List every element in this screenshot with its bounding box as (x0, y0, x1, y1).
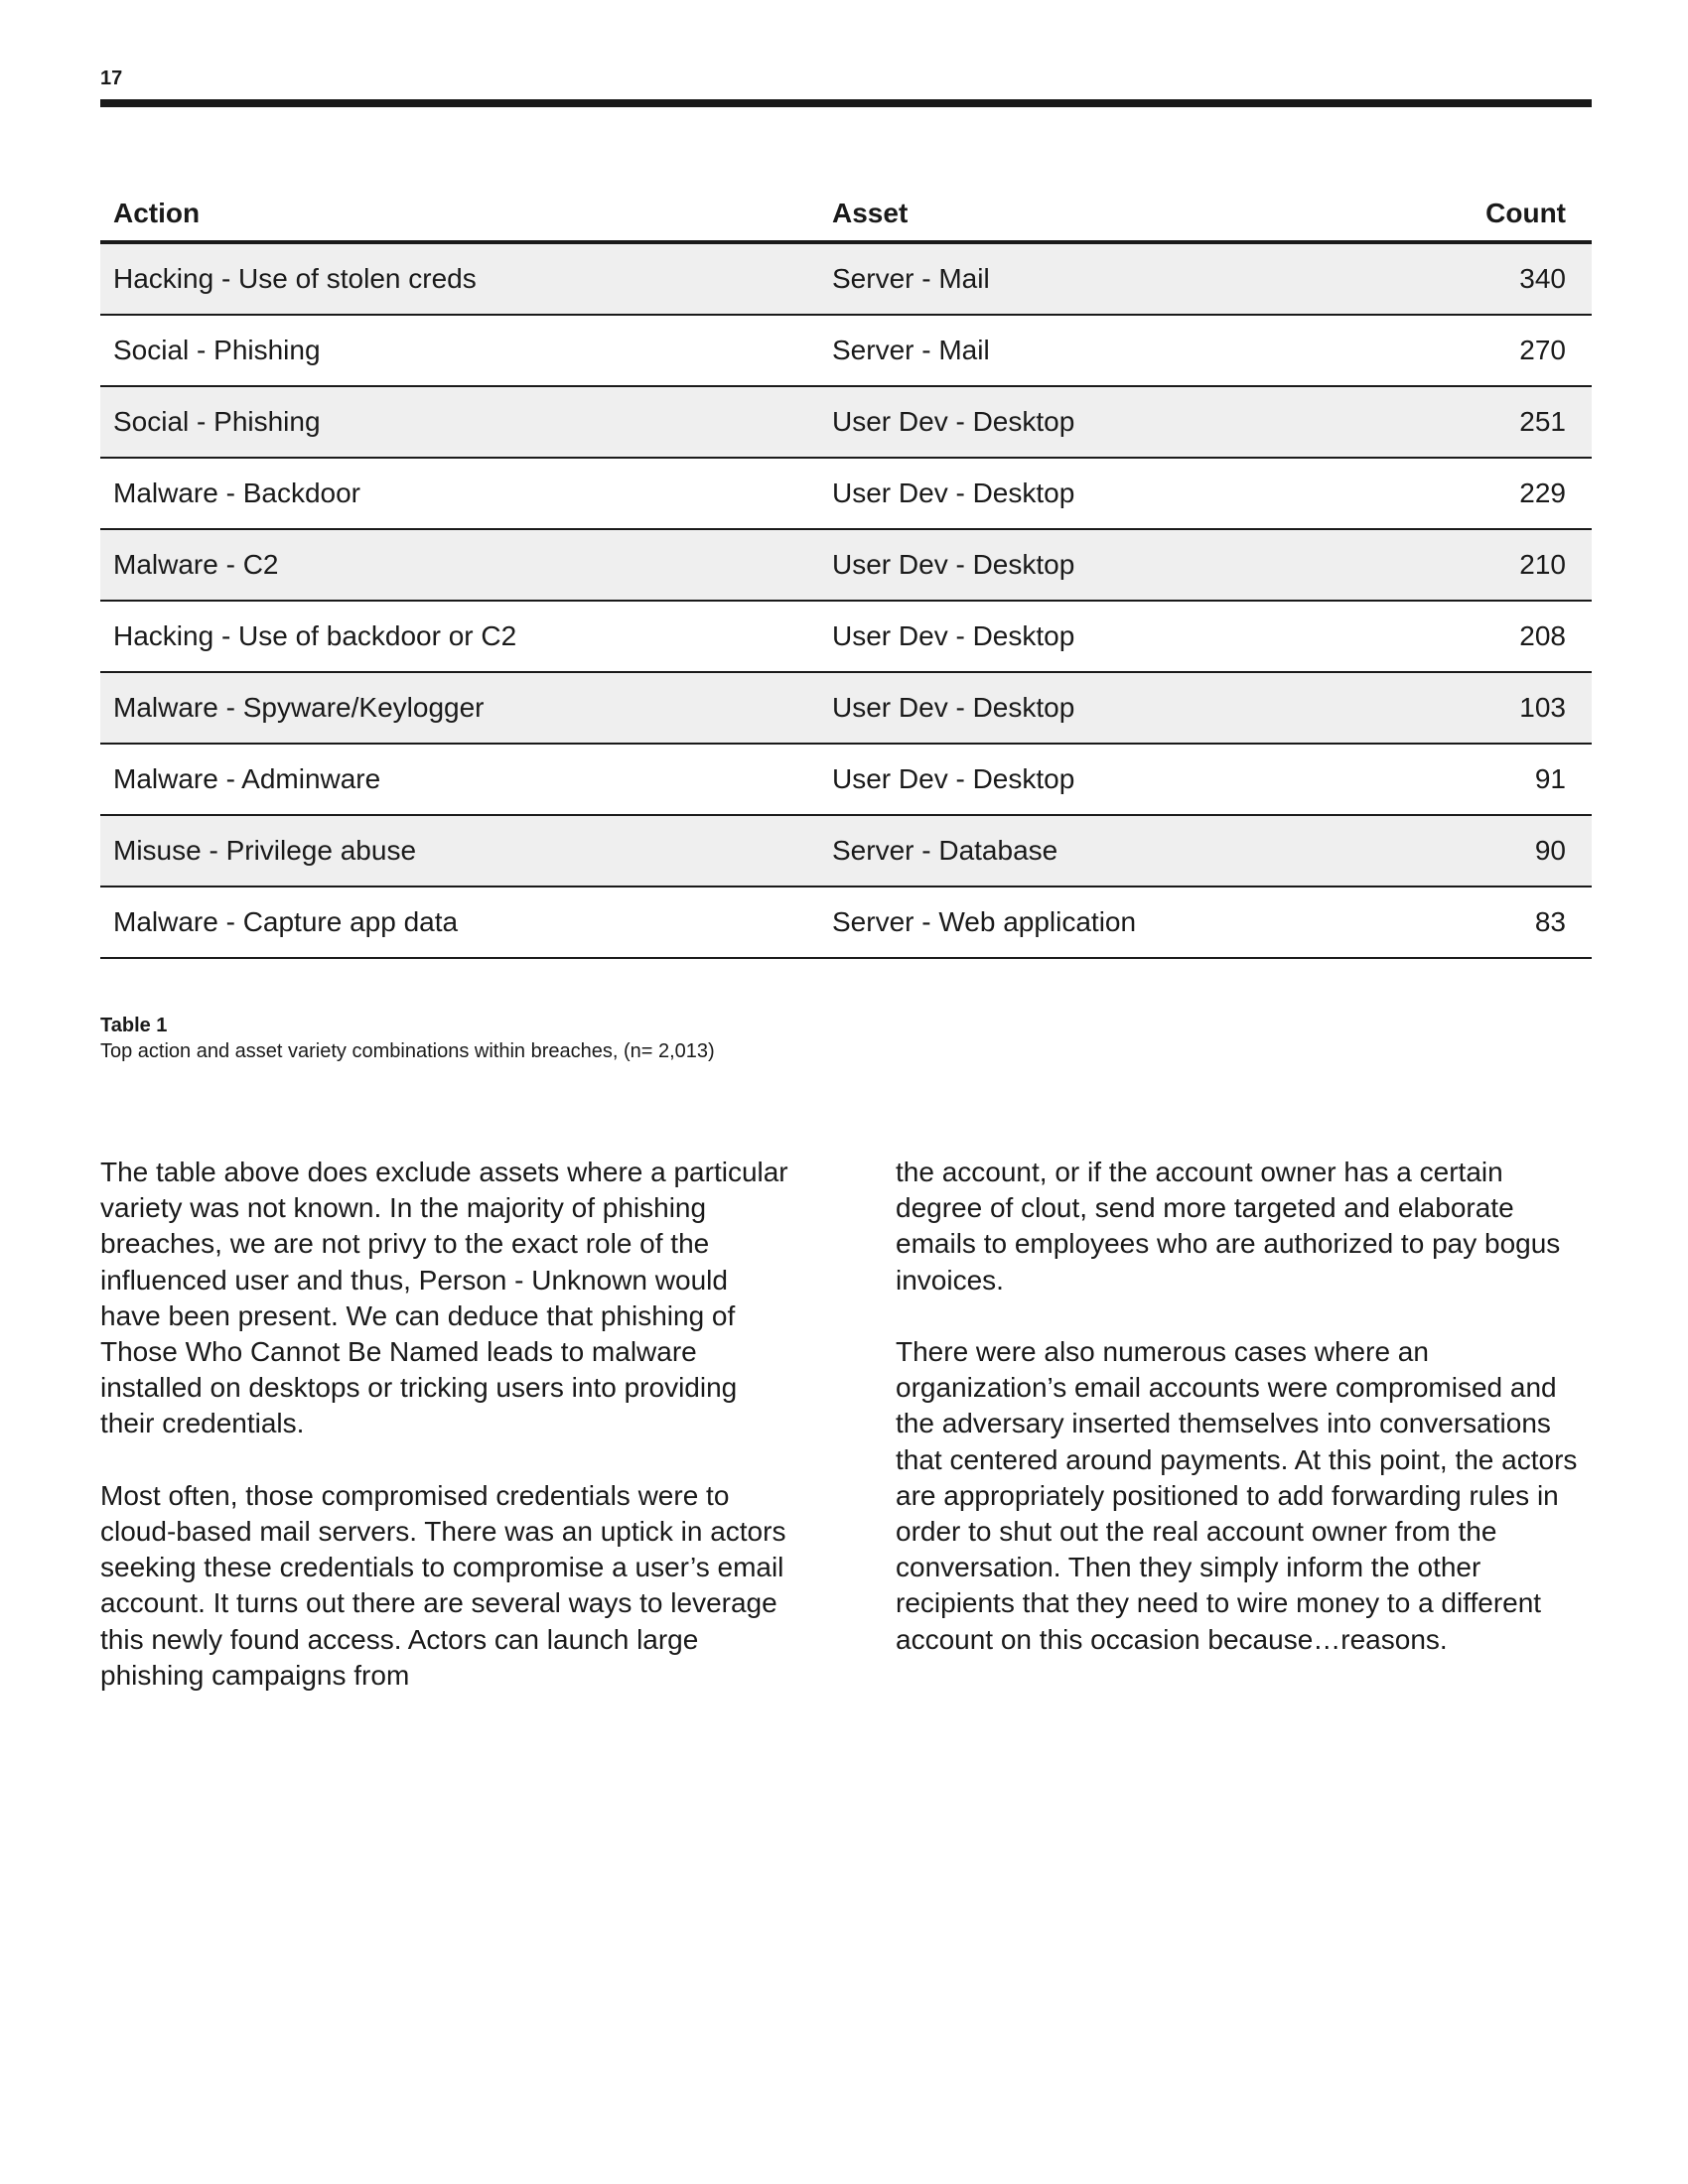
cell-action: Hacking - Use of stolen creds (100, 242, 819, 315)
table-header-row (100, 187, 1592, 242)
table-row (100, 744, 1592, 815)
body-column-right (896, 1155, 1591, 1694)
caption-label: Table 1 (100, 1015, 168, 1036)
paragraph: The table above does exclude assets where a particular variety was not known. In the majority of phishing breaches, we are not privy to the exact role of the influenced user and thus, Person - Unknown would have been present. We can deduce that phishing of Those Who Cannot Be Named leads to malware installed on desktops or tricking users into providing their credentials. (100, 1157, 788, 1439)
cell-asset: User Dev - Desktop (819, 386, 1392, 458)
paragraph: Most often, those compromised credentials were to cloud-based mail servers. There was an uptick in actors seeking these credentials to compromise a user’s email account. It turns out there are several ways to leverage this newly found access. Actors can launch large phishing campaigns from (100, 1479, 786, 1691)
table-row (100, 815, 1592, 887)
cell-action: Malware - C2 (100, 529, 819, 601)
cell-asset: User Dev - Desktop (819, 529, 1392, 601)
cell-count: 103 (1392, 672, 1592, 744)
cell-action: Social - Phishing (100, 315, 819, 386)
cell-count: 210 (1392, 529, 1592, 601)
cell-count: 91 (1392, 744, 1592, 815)
paragraph: There were also numerous cases where an organization’s email accounts were compromised and the adversary inserted themselves into conversations that centered around payments. At this point, the actors are appropriately positioned to add forwarding rules in order to shut out the real account owner from the conversation. Then they simply inform the other recipients that they need to wire money to a different account on this occasion because…reasons. (896, 1336, 1578, 1655)
cell-count: 90 (1392, 815, 1592, 887)
header-rule (100, 99, 1592, 107)
cell-count: 208 (1392, 601, 1592, 672)
cell-action: Malware - Spyware/Keylogger (100, 672, 819, 744)
table-caption (100, 1013, 715, 1064)
table-row (100, 386, 1592, 458)
table-row (100, 529, 1592, 601)
table-row (100, 672, 1592, 744)
cell-action: Malware - Capture app data (100, 887, 819, 958)
cell-count: 229 (1392, 458, 1592, 529)
cell-count: 270 (1392, 315, 1592, 386)
cell-asset: Server - Database (819, 815, 1392, 887)
table-row (100, 887, 1592, 958)
cell-count: 251 (1392, 386, 1592, 458)
table-row (100, 458, 1592, 529)
cell-asset: User Dev - Desktop (819, 458, 1392, 529)
cell-asset: Server - Mail (819, 242, 1392, 315)
breach-combinations-table (100, 187, 1592, 959)
column-header-action: Action (100, 187, 819, 242)
cell-action: Social - Phishing (100, 386, 819, 458)
cell-action: Malware - Adminware (100, 744, 819, 815)
body-column-left (100, 1155, 795, 1729)
column-header-count: Count (1392, 187, 1592, 242)
table-row (100, 601, 1592, 672)
cell-action: Malware - Backdoor (100, 458, 819, 529)
table-row (100, 242, 1592, 315)
cell-action: Hacking - Use of backdoor or C2 (100, 601, 819, 672)
cell-count: 340 (1392, 242, 1592, 315)
cell-asset: User Dev - Desktop (819, 601, 1392, 672)
cell-asset: User Dev - Desktop (819, 744, 1392, 815)
cell-asset: User Dev - Desktop (819, 672, 1392, 744)
cell-action: Misuse - Privilege abuse (100, 815, 819, 887)
paragraph: the account, or if the account owner has a certain degree of clout, send more targeted and elaborate emails to employees who are authorized to pay bogus invoices. (896, 1157, 1561, 1296)
cell-asset: Server - Web application (819, 887, 1392, 958)
page-number: 17 (100, 68, 123, 89)
cell-asset: Server - Mail (819, 315, 1392, 386)
caption-text: Top action and asset variety combinations within breaches, (n= 2,013) (100, 1040, 715, 1062)
cell-count: 83 (1392, 887, 1592, 958)
column-header-asset: Asset (819, 187, 1392, 242)
table-row (100, 315, 1592, 386)
